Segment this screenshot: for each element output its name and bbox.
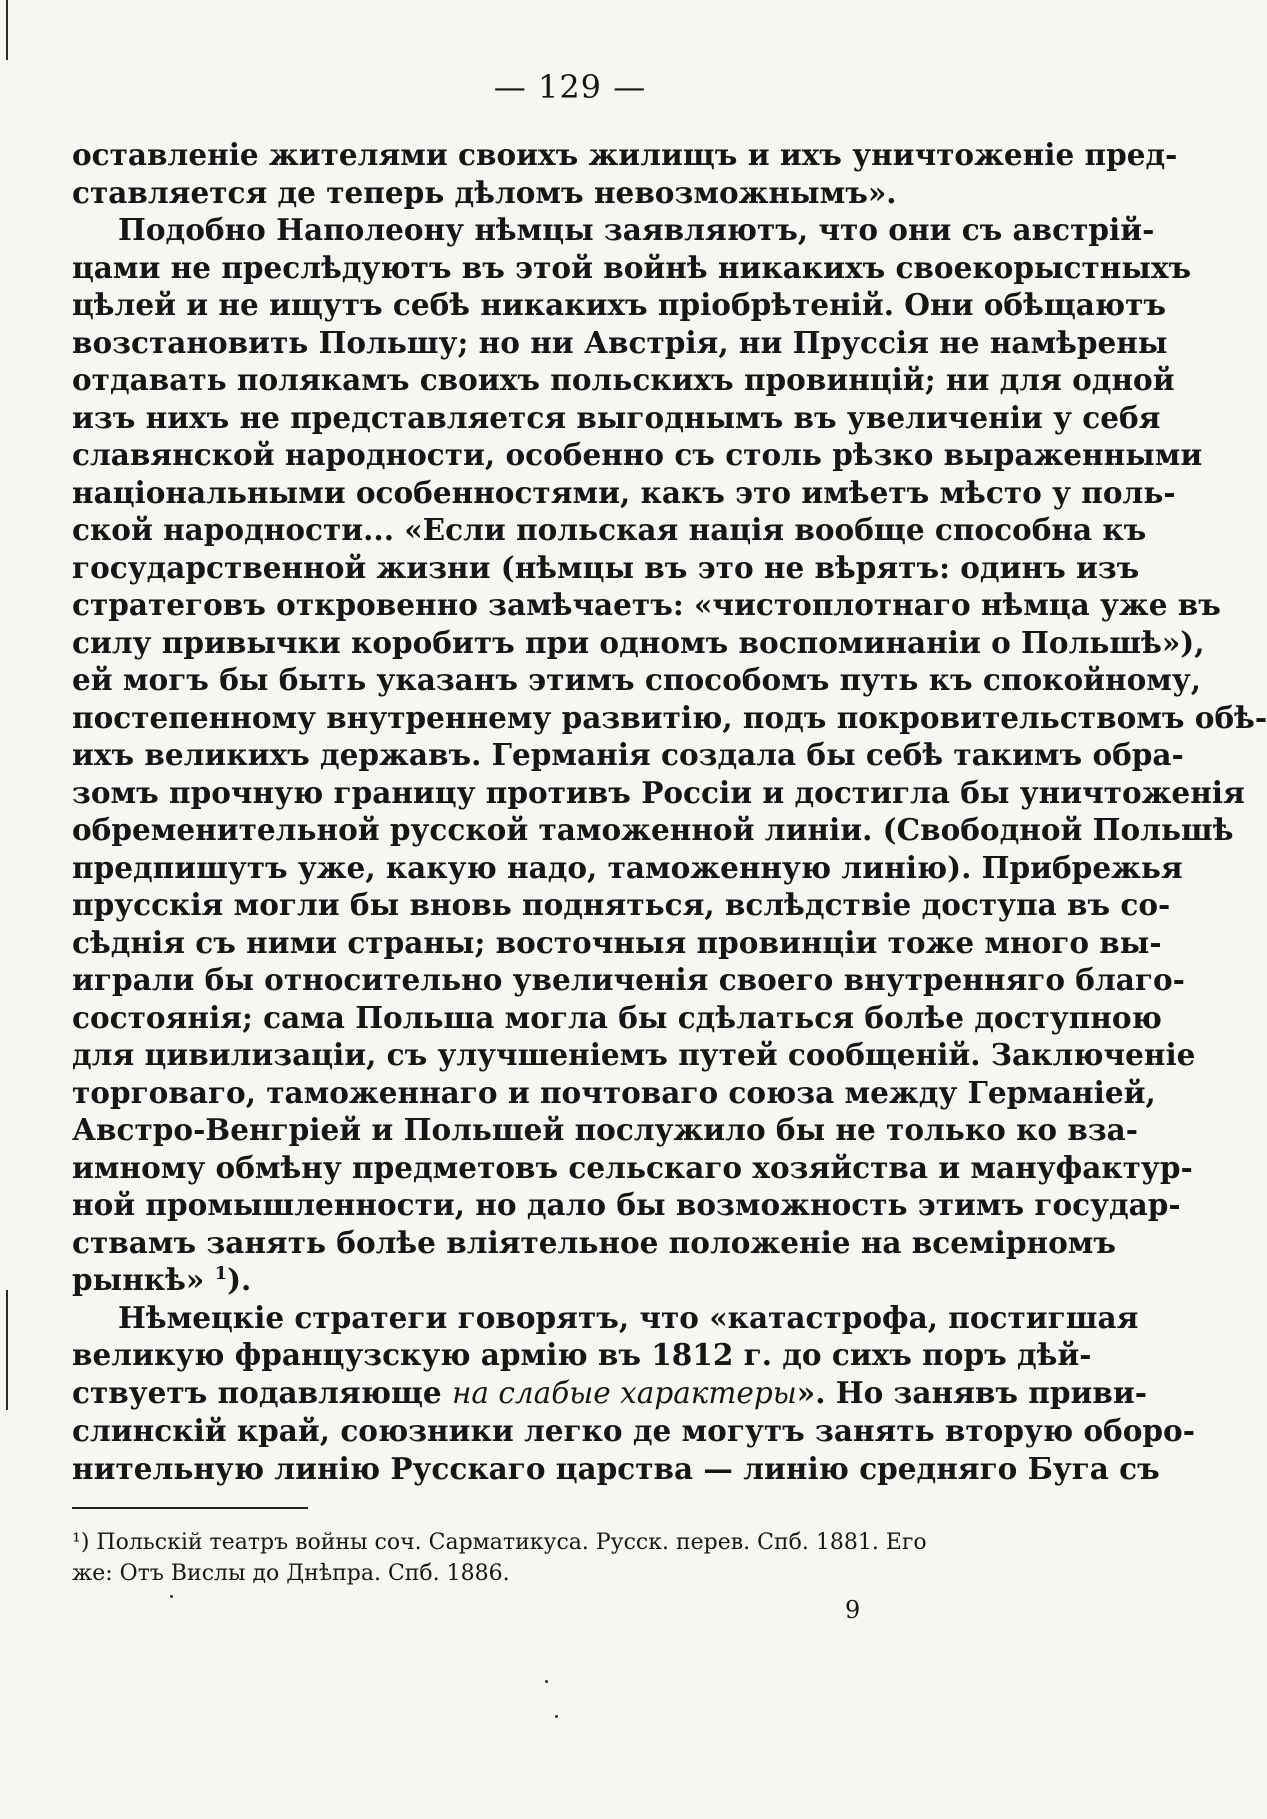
text-fragment: ствуетъ подавляюще: [72, 1374, 442, 1410]
print-speck: [545, 1680, 548, 1683]
text-line: ствамъ занять болѣе вліятельное положеніе на всемірномъ: [72, 1224, 1117, 1260]
paragraph: [72, 1299, 1195, 1488]
text-line: состоянія; сама Польша могла бы сдѣлаться болѣе доступною: [72, 999, 1162, 1035]
text-line: ей могъ бы быть указанъ этимъ способомъ путь къ спокойному,: [72, 662, 1202, 697]
page-edge-mark: [6, 0, 8, 60]
signature-mark: 9: [845, 1596, 861, 1624]
text-line: обременительной русской таможенной линіи. (Свободной Польшѣ: [72, 812, 1234, 847]
text-line: играли бы относительно увеличенія своего внутренняго благо-: [72, 962, 1185, 997]
text-fragment: ». Но занявъ приви-: [796, 1374, 1147, 1410]
main-text: [72, 136, 1267, 1487]
text-line: ской народности... «Если польская нація вообще способна къ: [72, 512, 1147, 547]
paragraph: [72, 211, 1267, 1299]
text-line: сѣднія съ ними страны; восточныя провинціи тоже много вы-: [72, 924, 1162, 960]
text-line: великую французскую армію въ 1812 г. до сихъ поръ дѣй-: [72, 1337, 1092, 1372]
print-speck: [170, 1595, 173, 1598]
page-edge-mark: [6, 1290, 8, 1410]
text-line: прусскія могли бы вновь подняться, вслѣдствіе доступа въ со-: [72, 887, 1171, 922]
text-line: Подобно Наполеону нѣмцы заявляютъ, что они съ австрій-: [118, 212, 1155, 247]
text-fragment: рынкѣ»: [72, 1262, 205, 1297]
text-line: отдавать полякамъ своихъ польскихъ провинцій; ни для одной: [72, 362, 1175, 397]
page-number-header: — 129 —: [493, 68, 647, 106]
text-line: торговаго, таможеннаго и почтоваго союза между Германіей,: [72, 1074, 1156, 1110]
text-line: [72, 1261, 1052, 1299]
text-line: слинскій край, союзники легко де могутъ занять вторую оборо-: [72, 1413, 1195, 1448]
text-line: Австро-Венгріей и Польшей послужило бы не только ко вза-: [72, 1112, 1139, 1147]
text-line: государственной жизни (нѣмцы въ это не вѣрятъ: одинъ изъ: [72, 549, 1140, 585]
text-line: оставленіе жителями своихъ жилищъ и ихъ уничтоженіе пред-: [72, 137, 1178, 172]
text-line: зомъ прочную границу противъ Россіи и достигла бы уничтоженія: [72, 774, 1245, 810]
footnote-divider: [72, 1507, 308, 1509]
text-fragment: ).: [227, 1262, 252, 1297]
text-line: изъ нихъ не представляется выгоднымъ въ увеличеніи у себя: [72, 399, 1161, 435]
text-line: славянской народности, особенно съ столь рѣзко выраженными: [72, 437, 1203, 472]
text-line: силу привычки коробитъ при одномъ воспоминаніи о Польшѣ»),: [72, 624, 1205, 660]
footnote-marker: 1: [214, 1263, 228, 1284]
text-line: имному обмѣну предметовъ сельскаго хозяйства и мануфактур-: [72, 1149, 1193, 1185]
text-line: нительную линію Русскаго царства — линію средняго Буга съ: [72, 1450, 1160, 1486]
text-line: ихъ великихъ державъ. Германія создала бы себѣ такимъ обра-: [72, 737, 1184, 772]
text-line: Нѣмецкіе стратеги говорятъ, что «катастрофа, постигшая: [118, 1299, 1139, 1335]
text-line: возстановить Польшу; но ни Австрія, ни Пруссія не намѣрены: [72, 324, 1168, 360]
text-line: для цивилизаціи, съ улучшеніемъ путей сообщеній. Заключеніе: [72, 1037, 1196, 1072]
text-line: постепенному внутреннему развитію, подъ покровительствомъ обѣ-: [72, 699, 1267, 735]
text-line: ной промышленности, но дало бы возможность этимъ государ-: [72, 1187, 1181, 1222]
footnote-line: ¹) Польскій театръ войны соч. Сарматикуса. Русск. перев. Спб. 1881. Его: [72, 1530, 927, 1555]
text-line: ставляется де теперь дѣломъ невозможнымъ».: [72, 174, 897, 210]
text-line: [72, 1374, 1147, 1413]
text-line: національными особенностями, какъ это имѣетъ мѣсто у поль-: [72, 474, 1176, 510]
paragraph: [72, 136, 1178, 211]
italic-phrase: на слабые характеры: [451, 1375, 797, 1410]
print-speck: [555, 1715, 558, 1718]
footnote-line: же: Отъ Вислы до Днѣпра. Спб. 1886.: [72, 1561, 510, 1586]
text-line: предпишутъ уже, какую надо, таможенную линію). Прибрежья: [72, 849, 1183, 885]
text-line: цѣлей и не ищутъ себѣ никакихъ пріобрѣтеній. Они обѣщаютъ: [72, 287, 1167, 322]
text-line: цами не преслѣдуютъ въ этой войнѣ никакихъ своекорыстныхъ: [72, 249, 1192, 285]
text-line: стратеговъ откровенно замѣчаетъ: «чистоплотнаго нѣмца уже въ: [72, 587, 1221, 622]
footnote: [72, 1527, 1052, 1589]
